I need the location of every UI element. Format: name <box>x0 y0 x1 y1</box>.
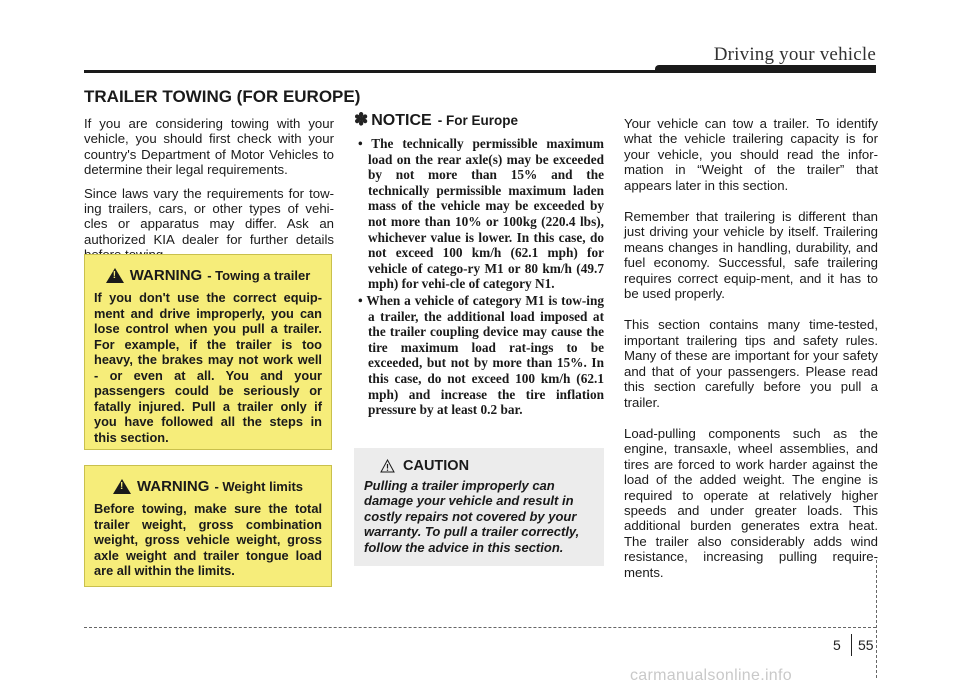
caution-header <box>380 458 594 474</box>
warning-triangle-icon: ! <box>106 268 124 283</box>
footer-rule <box>84 627 876 628</box>
warning-box-towing <box>84 254 332 450</box>
watermark: carmanualsonline.info <box>630 667 792 684</box>
notice-header <box>354 110 604 130</box>
caution-body: Pulling a trailer improperly can damage your vehicle and result in costly repairs not covered by your warranty. To pull a trailer correctly, follow the advice in this section. <box>364 478 580 555</box>
warning-header <box>94 478 322 495</box>
notice-star-icon: ✽ <box>354 110 369 129</box>
notice-item: • The technically permissible maximum load on the rear axle(s) may be exceeded by not more than 15% and the technically permissible maximum laden mass of the vehicle may be exceeded by not more than 10% or 100kg (220.4 lbs), whichever value is lower. In this case, do not exceed 100 km/h (62.1 mph) for vehicle of catego-ry M1 or 80 km/h (49.7 mph) for vehi-cle of category N1. <box>354 136 604 292</box>
warning-triangle-icon: ! <box>113 479 131 494</box>
footer-vertical-rule <box>876 560 877 678</box>
info-paragraph-3: This section contains many time-tested, important trailering tips and safety rules. Many of these are important for your safety and that of your passengers. Please read this section carefully before you pull a trailer. <box>624 317 878 410</box>
caution-box <box>354 448 604 566</box>
notice-block <box>354 110 604 419</box>
intro-paragraph-1: If you are considering towing with your vehicle, you should first check with your country's Department of Motor Vehicles to determine their legal requirements. <box>84 116 334 178</box>
page-number-divider <box>851 634 852 656</box>
info-paragraph-4: Load-pulling components such as the engine, transaxle, wheel assemblies, and tires are forced to work harder against the load of the added weight. The engine is required to operate at relatively higher speeds and under greater loads. This additional burden generates extra heat. The trailer also considerably adds wind resistance, increasing pulling require-ments. <box>624 425 878 580</box>
page-number: 55 <box>858 637 874 653</box>
section-title: TRAILER TOWING (FOR EUROPE) <box>84 87 361 106</box>
intro-paragraph-2: Since laws vary the requirements for tow-ing trailers, cars, or other types of vehi-cles or apparatus may differ. Ask an authorized KIA dealer for further details <box>84 185 334 247</box>
info-paragraph-1: Your vehicle can tow a trailer. To identify what the vehicle trailering capacity is for your vehicle, you should read the infor-mation in “Weight of the trailer” that appears later in this section. <box>624 116 878 193</box>
caution-label: CAUTION <box>403 458 470 474</box>
warning-subtitle: - Weight limits <box>214 479 304 494</box>
chapter-number: 5 <box>833 637 841 653</box>
warning-box-weight <box>84 465 332 587</box>
warning-header <box>94 267 322 284</box>
notice-subtitle: - For Europe <box>437 113 518 128</box>
caution-triangle-icon <box>380 459 395 473</box>
notice-label: NOTICE <box>371 112 432 129</box>
header-tab-bar <box>655 65 876 73</box>
warning-body: Before towing, make sure the total trailer weight, gross combination weight, gross vehicle weight, gross axle weight and trailer tongue load are all within the limits. <box>94 501 322 578</box>
notice-item: • When a vehicle of category M1 is tow-ing a trailer, the additional load imposed at the trailer coupling device may cause the tire maximum load rat-ings to be exceeded, but not by more than 15%. In this case, do not exceed 100 km/h (62.1 mph) and increase the tire inflation pressure by at least 0.2 bar. <box>354 293 604 418</box>
info-paragraph-2: Remember that trailering is different than just driving your vehicle by itself. Trailering means changes in handling, durability, and fuel economy. Successful, safe trailering requires correct equip-ment, and it has to be used properly. <box>624 209 878 302</box>
warning-label: WARNING <box>136 478 210 495</box>
notice-list <box>354 136 604 418</box>
warning-body: If you don't use the correct equip-ment and drive improperly, you can lose control when you pull a trailer. For example, if the trailer is too heavy, the brakes may not work well - or even at all. You and your passengers could be seriously or fatally injured. Pull a trailer only if you have followed all the steps in this section. <box>94 290 322 445</box>
warning-subtitle: - Towing a trailer <box>207 268 311 283</box>
warning-label: WARNING <box>129 267 203 284</box>
chapter-header-title: Driving your vehicle <box>713 44 876 65</box>
intro-column <box>84 116 334 271</box>
towing-info-column <box>624 116 878 596</box>
